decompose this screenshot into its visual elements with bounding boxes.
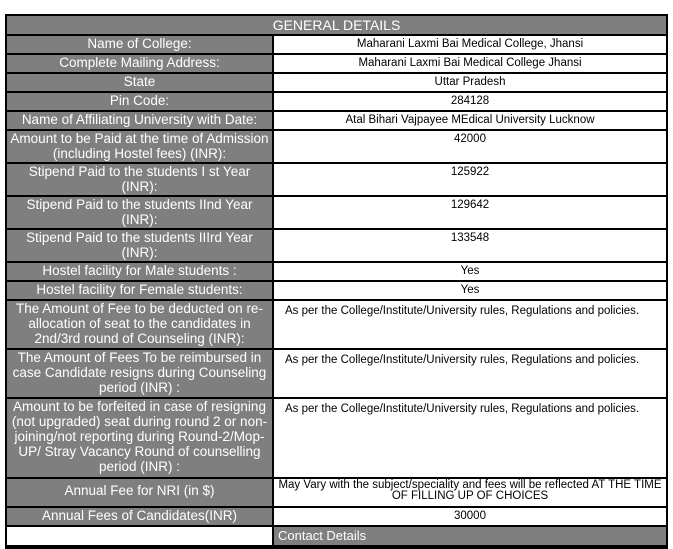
pin-code-value: 284128: [274, 93, 666, 110]
admission-amount-value: 42000: [274, 131, 666, 162]
mailing-address-value: Maharani Laxmi Bai Medical College Jhansi: [274, 55, 666, 72]
hostel-male-value: Yes: [274, 263, 666, 280]
forfeited-amount-value: As per the College/Institute/University rules, Regulations and policies.: [274, 399, 666, 477]
hostel-female-value: Yes: [274, 282, 666, 299]
row-state: [7, 74, 666, 91]
annual-fees-label: Annual Fees of Candidates(INR): [7, 508, 272, 525]
row-mailing-address: [7, 55, 666, 72]
hostel-female-label: Hostel facility for Female students:: [7, 282, 272, 299]
pin-code-label: Pin Code:: [7, 93, 272, 110]
general-details-header: GENERAL DETAILS: [7, 16, 666, 34]
row-stipend-year-1: [7, 164, 666, 195]
nri-fee-value: May Vary with the subject/speciality and fees will be reflected AT THE TIME OF FILLING UP OF CHOICES: [274, 479, 666, 506]
stipend-year-3-label: Stipend Paid to the students IIIrd Year (INR):: [7, 230, 272, 261]
general-details-table: [7, 34, 666, 547]
reimbursement-fee-label: The Amount of Fees To be reimbursed in case Candidate resigns during Counseling period (INR) :: [7, 350, 272, 397]
row-pin-code: [7, 93, 666, 110]
mailing-address-label: Complete Mailing Address:: [7, 55, 272, 72]
college-name-value: Maharani Laxmi Bai Medical College, Jhansi: [274, 36, 666, 53]
stipend-year-2-value: 129642: [274, 197, 666, 228]
row-contact-details: [7, 527, 666, 545]
general-details-frame: [5, 14, 668, 549]
stipend-year-3-value: 133548: [274, 230, 666, 261]
contact-details-header: Contact Details: [274, 527, 666, 545]
contact-details-spacer: [7, 527, 272, 545]
college-name-label: Name of College:: [7, 36, 272, 53]
admission-amount-label: Amount to be Paid at the time of Admission (including Hostel fees) (INR):: [7, 131, 272, 162]
forfeited-amount-label: Amount to be forfeited in case of resigning (not upgraded) seat during round 2 or non-joining/not reporting during Round-2/Mop-UP/ Stray Vacancy Round of counselling period (INR) :: [7, 399, 272, 477]
stipend-year-1-label: Stipend Paid to the students I st Year (INR):: [7, 164, 272, 195]
affiliating-university-value: Atal Bihari Vajpayee MEdical University Lucknow: [274, 112, 666, 129]
stipend-year-2-label: Stipend Paid to the students IInd Year (INR):: [7, 197, 272, 228]
row-stipend-year-3: [7, 230, 666, 261]
row-stipend-year-2: [7, 197, 666, 228]
nri-fee-label: Annual Fee for NRI (in $): [7, 479, 272, 506]
state-value: Uttar Pradesh: [274, 74, 666, 91]
reallocation-fee-value: As per the College/Institute/University rules, Regulations and policies.: [274, 301, 666, 348]
annual-fees-value: 30000: [274, 508, 666, 525]
row-reimbursement-fee: [7, 350, 666, 397]
row-admission-amount: [7, 131, 666, 162]
row-hostel-male: [7, 263, 666, 280]
reimbursement-fee-value: As per the College/Institute/University rules, Regulations and policies.: [274, 350, 666, 397]
hostel-male-label: Hostel facility for Male students :: [7, 263, 272, 280]
row-forfeited-amount: [7, 399, 666, 477]
row-nri-fee: [7, 479, 666, 506]
row-college-name: [7, 36, 666, 53]
row-annual-fees: [7, 508, 666, 525]
row-reallocation-fee: [7, 301, 666, 348]
stipend-year-1-value: 125922: [274, 164, 666, 195]
row-hostel-female: [7, 282, 666, 299]
affiliating-university-label: Name of Affiliating University with Date:: [7, 112, 272, 129]
state-label: State: [7, 74, 272, 91]
row-affiliating-university: [7, 112, 666, 129]
reallocation-fee-label: The Amount of Fee to be deducted on re-allocation of seat to the candidates in 2nd/3rd round of Counseling (INR):: [7, 301, 272, 348]
